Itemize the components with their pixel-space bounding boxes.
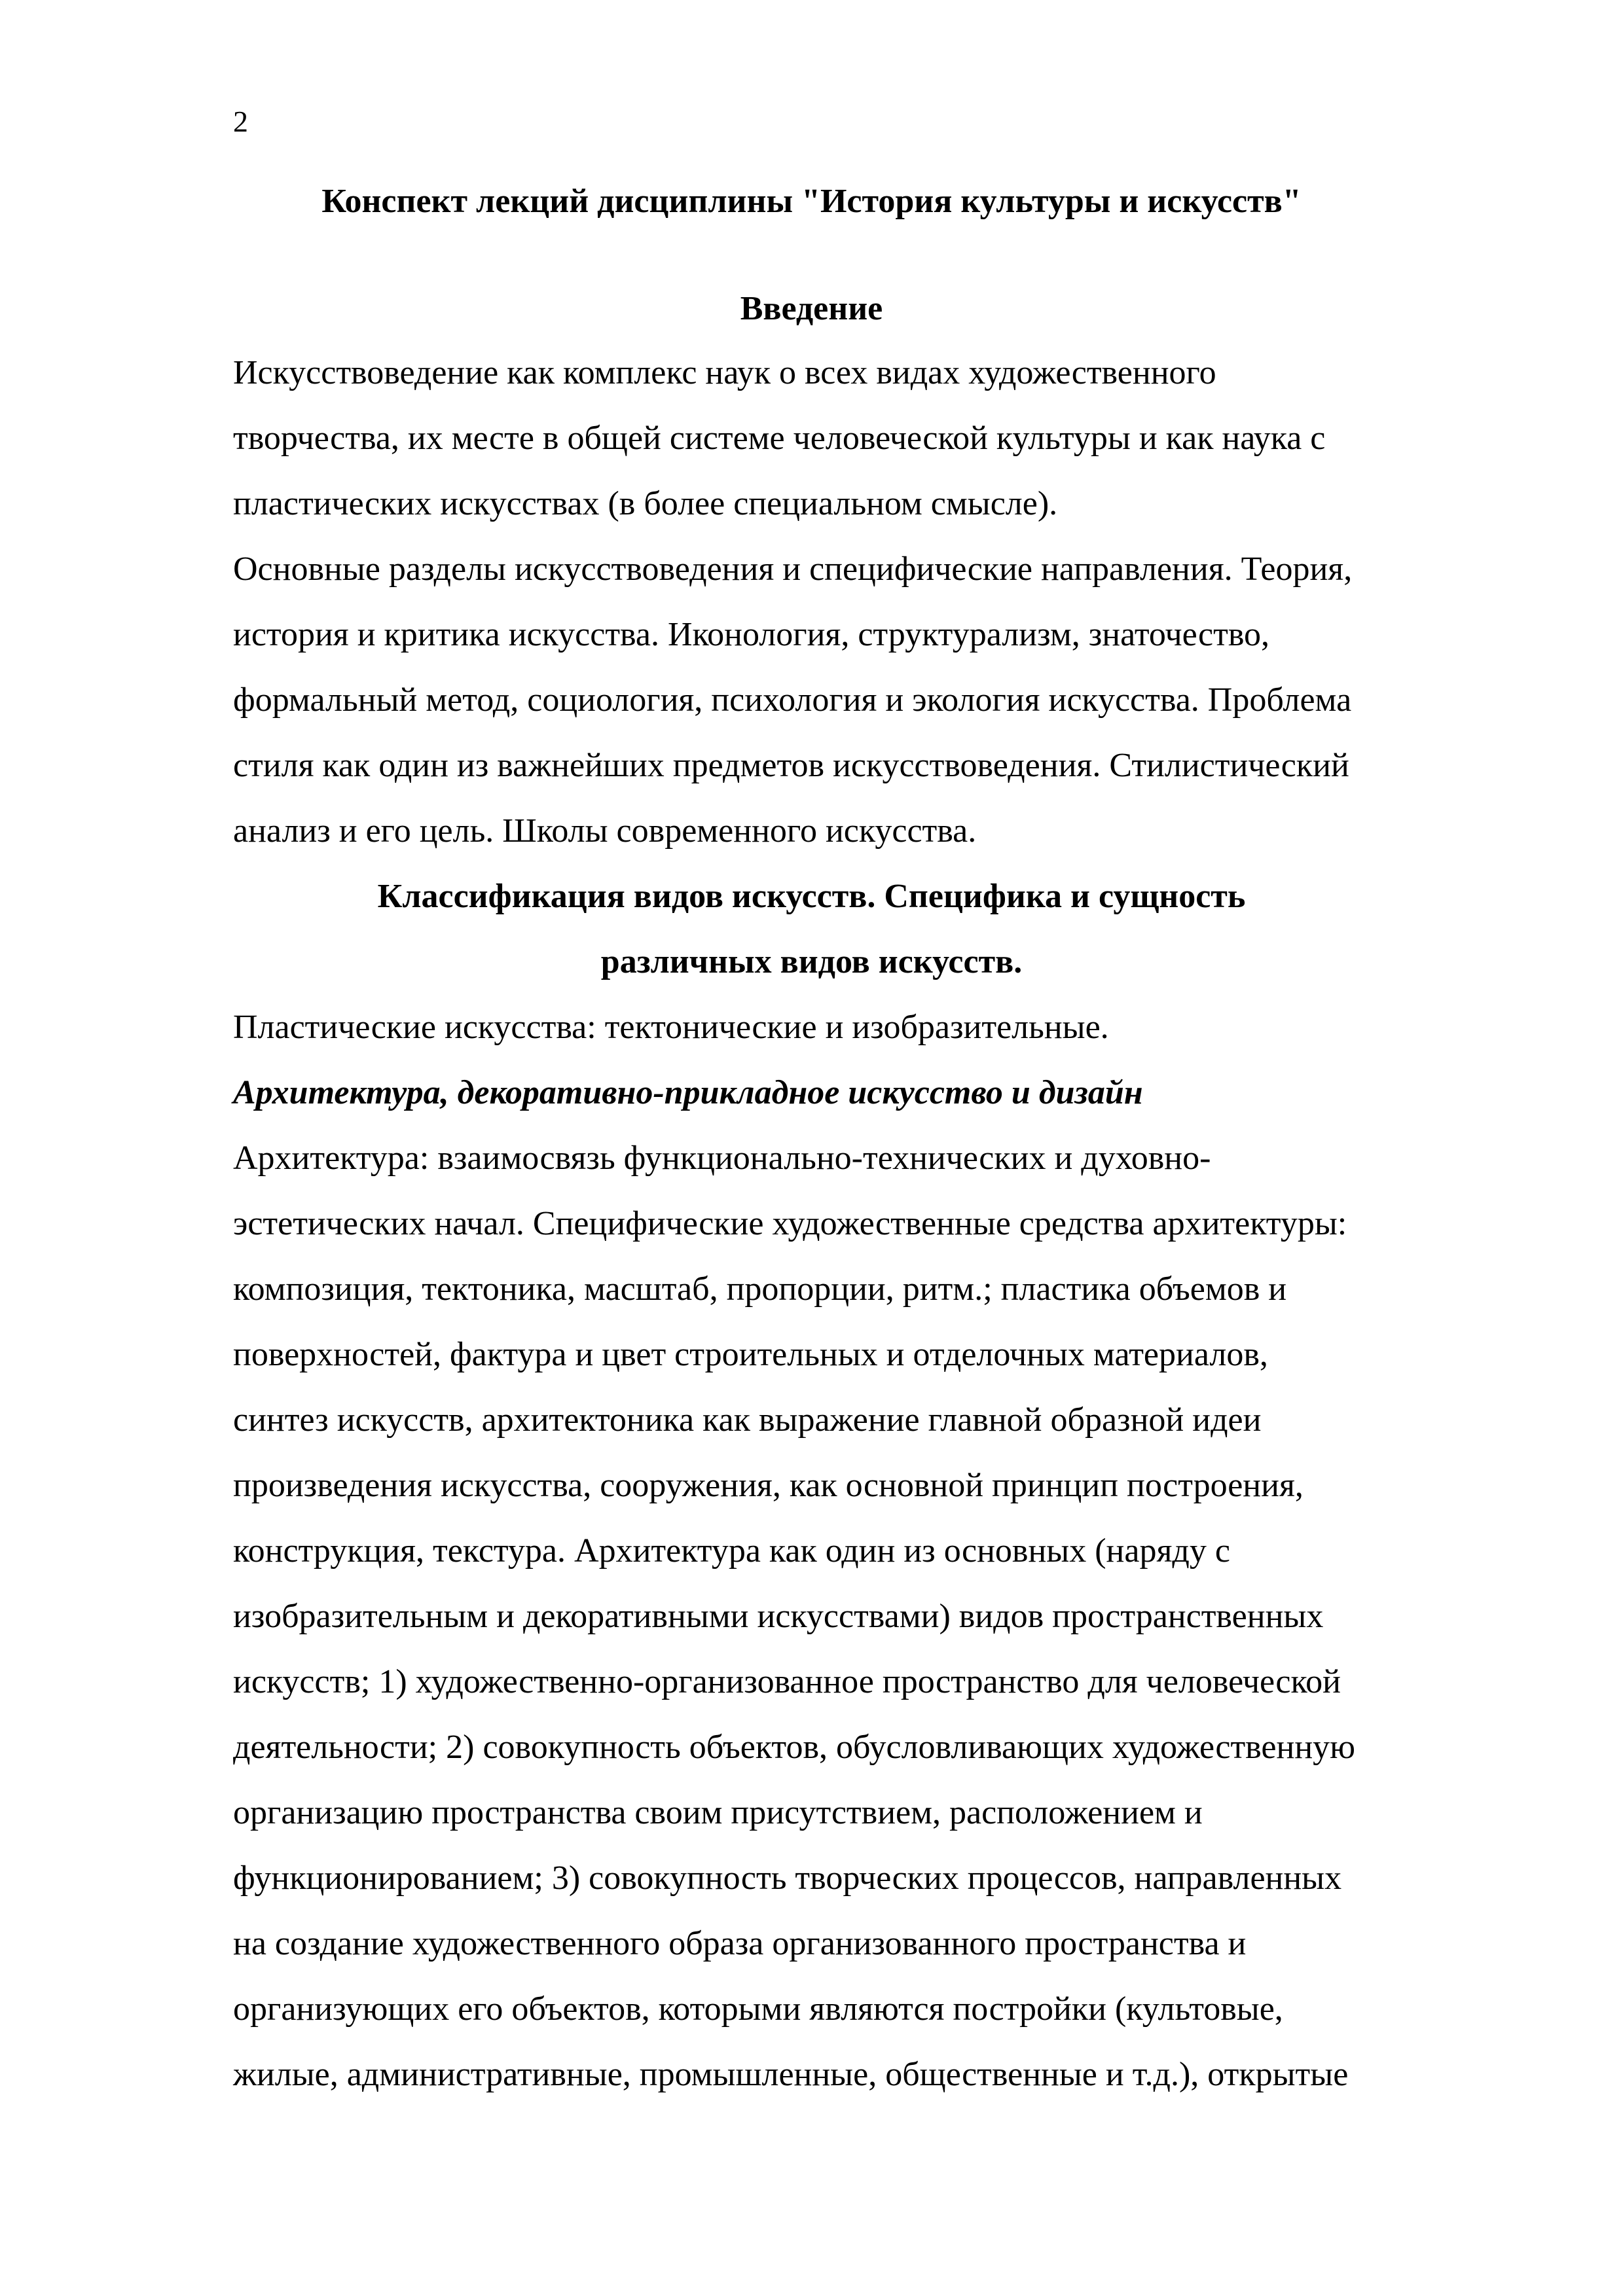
architecture-line: функционированием; 3) совокупность творческих процессов, направленных [233,1859,1342,1897]
plastic-arts-line: Пластические искусства: тектонические и изобразительные. [233,1009,1109,1046]
architecture-line: Архитектура: взаимосвязь функционально-технических и духовно- [233,1139,1211,1177]
architecture-line: композиция, тектоника, масштаб, пропорции, ритм.; пластика объемов и [233,1270,1287,1308]
architecture-line: изобразительным и декоративными искусствами) видов пространственных [233,1598,1324,1635]
intro-heading: Введение [740,290,883,327]
architecture-line: жилые, административные, промышленные, общественные и т.д.), открытые [233,2056,1349,2093]
intro-line: Искусствоведение как комплекс наук о всех видах художественного [233,354,1216,391]
intro-line: Основные разделы искусствоведения и специфические направления. Теория, [233,550,1353,588]
intro-line: формальный метод, социология, психология и экология искусства. Проблема [233,681,1352,719]
architecture-subheading: Архитектура, декоративно-прикладное искусство и дизайн [233,1074,1143,1111]
architecture-line: искусств; 1) художественно-организованное пространство для человеческой [233,1663,1341,1700]
architecture-line: организующих его объектов, которыми являются постройки (культовые, [233,1990,1283,2028]
section-heading-line-2: различных видов искусств. [600,943,1023,980]
intro-line: анализ и его цель. Школы современного искусства. [233,812,977,850]
architecture-line: эстетических начал. Специфические художественные средства архитектуры: [233,1205,1347,1242]
intro-line: стиля как один из важнейших предметов искусствоведения. Стилистический [233,747,1349,784]
intro-line: творчества, их месте в общей системе человеческой культуры и как наука с [233,420,1326,457]
section-heading-line-1: Классификация видов искусств. Специфика и сущность [377,878,1246,915]
architecture-line: деятельности; 2) совокупность объектов, обусловливающих художественную [233,1729,1355,1766]
architecture-line: произведения искусства, сооружения, как основной принцип построения, [233,1467,1304,1504]
page-number: 2 [233,105,248,138]
document-title: Конспект лекций дисциплины "История культуры и искусств" [321,183,1302,220]
architecture-line: поверхностей, фактура и цвет строительных и отделочных материалов, [233,1336,1268,1373]
intro-line: история и критика искусства. Иконология, структурализм, знаточество, [233,616,1270,653]
architecture-line: конструкция, текстура. Архитектура как один из основных (наряду с [233,1532,1230,1570]
architecture-line: организацию пространства своим присутствием, расположением и [233,1794,1203,1831]
architecture-line: на создание художественного образа организованного пространства и [233,1925,1247,1962]
architecture-line: синтез искусств, архитектоника как выражение главной образной идеи [233,1401,1262,1439]
intro-line: пластических искусствах (в более специальном смысле). [233,485,1058,522]
